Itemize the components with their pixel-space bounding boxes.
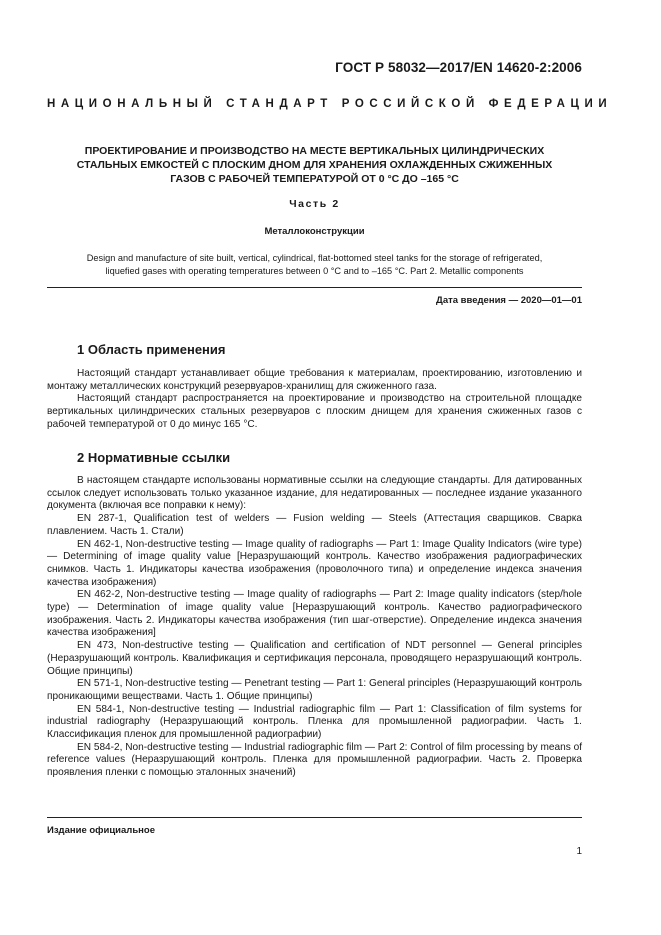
footer-divider [47,817,582,818]
reference-item: EN 584-2, Non-destructive testing — Industrial radiographic film — Part 2: Control of film processing by means of reference values (Неразрушающий контроль. Пленка для промышленной радиографии. Часть 2. Проверка проявления пленки с помощью эталонных значений) [47,741,582,779]
introduction-date: Дата введения — 2020—01—01 [436,295,582,306]
page-number: 1 [576,846,582,857]
title-line: ПРОЕКТИРОВАНИЕ И ПРОИЗВОДСТВО НА МЕСТЕ ВЕРТИКАЛЬНЫХ ЦИЛИНДРИЧЕСКИХ [84,145,545,157]
document-id: ГОСТ Р 58032—2017/EN 14620-2:2006 [335,60,582,75]
paragraph: Настоящий стандарт распространяется на проектирование и производство на строительной площадке вертикальных цилиндрических стальных резервуаров с плоским днищем для хранения сжиженных газов с рабочей температурой от 0 до минус 165 °С. [47,393,582,430]
section-1-heading: 1 Область применения [77,342,226,357]
part-subtitle: Металлоконструкции [264,226,365,237]
english-title-line: Design and manufacture of site built, vertical, cylindrical, flat-bottomed steel tanks for the storage of refrigerated, [86,253,543,263]
reference-item: EN 473, Non-destructive testing — Qualification and certification of NDT personnel — General principles (Неразрушающий контроль. Квалификация и сертификация персонала, проводящего неразрушающий контроль. Общие принципы) [47,640,582,677]
title-line: СТАЛЬНЫХ ЕМКОСТЕЙ С ПЛОСКИМ ДНОМ ДЛЯ ХРАНЕНИЯ ОХЛАЖДЕННЫХ СЖИЖЕННЫХ [76,158,553,171]
english-title-line: liquefied gases with operating temperatures between 0 °C and to –165 °C. Part 2. Metallic components [105,266,524,277]
document-title [60,145,569,186]
part-label: Часть 2 [289,198,340,210]
paragraph: Настоящий стандарт устанавливает общие требования к материалам, проектированию, изготовлению и монтажу металлических конструкций резервуаров-хранилищ для сжиженного газа. [47,368,582,392]
english-title [50,252,579,278]
section-2-heading: 2 Нормативные ссылки [77,450,231,465]
reference-item: EN 287-1, Qualification test of welders — Fusion welding — Steels (Аттестация сварщиков. Сварка плавлением. Часть 1. Стали) [47,513,582,537]
reference-item: EN 462-1, Non-destructive testing — Image quality of radiographs — Part 1: Image Quality Indicators (wire type) — Determining of image quality value [Неразрушающий контроль. Качество изображения радиографических снимков. Часть 1. Индикаторы качества изображения (проволочного типа) и определение индекса значения качества изображения) [47,538,582,588]
reference-item: EN 462-2, Non-destructive testing — Image quality of radiographs — Part 2: Image quality indicators (step/hole type) — Determination of image quality value [Неразрушающий контроль. Качество радиографического изображения. Часть 2. Индикаторы качества изображения (тип шаг-отверстие). Определение индекса значения качества изображения] [47,589,582,639]
edition-note: Издание официальное [47,825,155,836]
section-1-body [47,368,582,432]
section-2-body [47,475,582,780]
paragraph: В настоящем стандарте использованы нормативные ссылки на следующие стандарты. Для датированных ссылок следует использовать только указанное издание, для недатированных — последнее издание указанного документа (включая все поправки к нему): [47,475,582,512]
title-line: ГАЗОВ С РАБОЧЕЙ ТЕМПЕРАТУРОЙ ОТ 0 °С ДО –165 °С [170,172,459,185]
reference-item: EN 584-1, Non-destructive testing — Industrial radiographic film — Part 1: Classification of film systems for industrial radiography (Неразрушающий контроль. Пленка для промышленной радиографии. Часть 1. Классификация пленок для промышленной радиографии) [47,703,582,741]
national-standard-banner: НАЦИОНАЛЬНЫЙ СТАНДАРТ РОССИЙСКОЙ ФЕДЕРАЦИИ [47,98,613,110]
title-divider [47,287,582,288]
reference-item: EN 571-1, Non-destructive testing — Penetrant testing — Part 1: General principles (Неразрушающий контроль проникающими веществами. Часть 1. Общие принципы) [47,678,582,702]
